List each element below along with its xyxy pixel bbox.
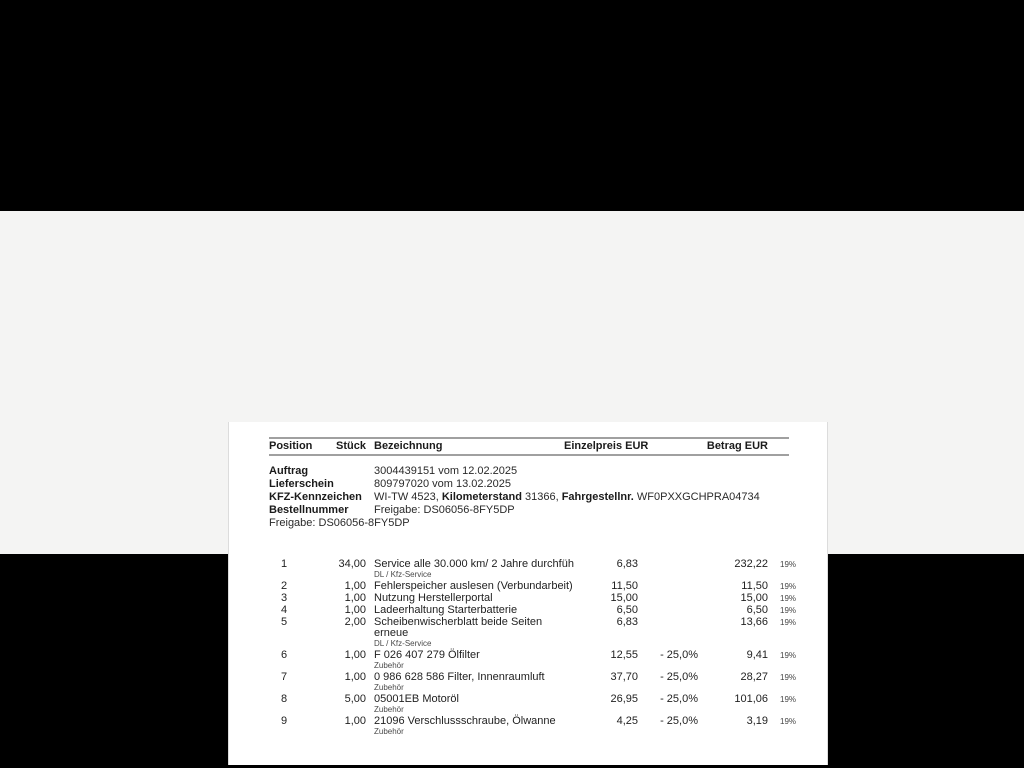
cell-description	[366, 592, 564, 604]
meta-kfz-row	[269, 491, 814, 504]
table-row	[269, 580, 814, 592]
cell-tax: 19%	[780, 582, 797, 591]
viewer-page-band	[0, 211, 1024, 736]
cell-tax: 19%	[780, 594, 797, 603]
cell-tax: 19%	[780, 618, 797, 627]
cell-description	[366, 558, 574, 580]
cell-description	[366, 649, 564, 671]
cell-position: 6	[280, 649, 288, 661]
cell-qty: 1,00	[344, 671, 366, 683]
cell-qty: 5,00	[344, 693, 366, 705]
cell-amount: 9,41	[746, 649, 768, 661]
meta-kfz-value	[374, 491, 760, 504]
meta-lieferschein-label: Lieferschein	[269, 478, 334, 490]
invoice-document	[228, 422, 828, 765]
header-qty: Stück	[336, 440, 366, 452]
description-text: Service alle 30.000 km/ 2 Jahre durchfüh	[374, 558, 574, 570]
description-subtype: DL / Kfz-Service	[374, 570, 432, 579]
cell-unit-price: 12,55	[610, 649, 638, 661]
cell-position: 1	[280, 558, 288, 570]
table-row	[269, 616, 814, 649]
order-meta-block	[269, 465, 814, 530]
cell-position: 5	[280, 616, 288, 628]
kfz-km-label: Kilometerstand	[441, 491, 522, 503]
description-subtype: Zubehör	[374, 705, 404, 714]
table-row	[269, 649, 814, 671]
cell-description	[366, 715, 564, 737]
cell-amount: 11,50	[741, 580, 768, 592]
table-row	[269, 558, 814, 580]
description-text: 21096 Verschlussschraube, Ölwanne	[374, 715, 556, 727]
table-header-row	[269, 440, 809, 452]
header-amount: Betrag EUR	[706, 440, 768, 452]
kfz-plate: WI-TW 4523,	[374, 491, 442, 503]
cell-qty: 2,00	[344, 616, 366, 628]
description-subtype: Zubehör	[374, 661, 404, 670]
cell-unit-price: 11,50	[611, 580, 638, 592]
meta-freigabe-text: Freigabe: DS06056-8FY5DP	[269, 517, 410, 529]
description-subtype: Zubehör	[374, 683, 404, 692]
cell-qty: 1,00	[344, 649, 366, 661]
description-text: 0 986 628 586 Filter, Innenraumluft	[374, 671, 545, 683]
meta-freigabe-row	[269, 517, 814, 530]
description-text: Scheibenwischerblatt beide Seiten	[374, 616, 543, 628]
cell-tax: 19%	[780, 717, 797, 726]
table-row	[269, 715, 814, 737]
meta-auftrag-value: 3004439151 vom 12.02.2025	[374, 465, 518, 477]
cell-description	[366, 693, 564, 715]
meta-lieferschein-value: 809797020 vom 13.02.2025	[374, 478, 512, 490]
cell-unit-price: 6,83	[616, 558, 638, 570]
cell-amount: 3,19	[746, 715, 768, 727]
cell-description	[366, 671, 564, 693]
header-unit-price: Einzelpreis EUR	[564, 440, 649, 452]
header-discount-spacer	[638, 440, 698, 452]
cell-unit-price: 37,70	[610, 671, 638, 683]
cell-position: 9	[280, 715, 288, 727]
table-row	[269, 693, 814, 715]
table-row	[269, 671, 814, 693]
cell-position: 2	[280, 580, 288, 592]
table-row	[269, 604, 814, 616]
cell-unit-price: 6,83	[616, 616, 638, 628]
meta-bestellnummer-label: Bestellnummer	[269, 504, 349, 516]
line-items	[269, 558, 814, 737]
header-tax-spacer	[768, 440, 808, 452]
cell-discount: - 25,0%	[660, 671, 698, 683]
meta-kfz-label: KFZ-Kennzeichen	[269, 491, 362, 503]
cell-unit-price: 6,50	[616, 604, 638, 616]
description-text: Fehlerspeicher auslesen (Verbundarbeit)	[374, 580, 573, 592]
description-subtype: Zubehör	[374, 727, 404, 736]
cell-position: 8	[280, 693, 288, 705]
description-text: F 026 407 279 Ölfilter	[374, 649, 480, 661]
cell-qty: 1,00	[344, 592, 366, 604]
description-text: Ladeerhaltung Starterbatterie	[374, 604, 518, 616]
cell-discount: - 25,0%	[660, 693, 698, 705]
cell-unit-price: 4,25	[616, 715, 638, 727]
cell-position: 7	[280, 671, 288, 683]
cell-amount: 6,50	[746, 604, 768, 616]
cell-position: 3	[280, 592, 288, 604]
cell-unit-price: 26,95	[610, 693, 638, 705]
description-continuation: erneue	[374, 627, 409, 639]
cell-discount: - 25,0%	[660, 649, 698, 661]
kfz-vin-label: Fahrgestellnr.	[561, 491, 634, 503]
meta-lieferschein-row	[269, 478, 814, 491]
meta-auftrag-label: Auftrag	[269, 465, 309, 477]
meta-bestellnummer-row	[269, 504, 814, 517]
cell-tax: 19%	[780, 695, 797, 704]
cell-tax: 19%	[780, 560, 797, 569]
description-text: Nutzung Herstellerportal	[374, 592, 493, 604]
header-position: Position	[269, 440, 313, 452]
description-subtype: DL / Kfz-Service	[374, 639, 432, 648]
cell-amount: 232,22	[734, 558, 768, 570]
cell-qty: 34,00	[338, 558, 366, 570]
table-header-pos-qty	[269, 440, 366, 452]
meta-bestellnummer-value: Freigabe: DS06056-8FY5DP	[374, 504, 515, 516]
header-description: Bezeichnung	[374, 440, 443, 452]
table-row	[269, 592, 814, 604]
meta-auftrag-row	[269, 465, 814, 478]
cell-discount: - 25,0%	[660, 715, 698, 727]
description-text: 05001EB Motoröl	[374, 693, 459, 705]
cell-qty: 1,00	[344, 580, 366, 592]
table-header-rule-top	[269, 437, 789, 439]
kfz-km-value: 31366,	[521, 491, 562, 503]
cell-position: 4	[280, 604, 288, 616]
cell-unit-price: 15,00	[610, 592, 638, 604]
cell-amount: 28,27	[740, 671, 768, 683]
table-header-rule-bottom	[269, 454, 789, 456]
cell-amount: 15,00	[740, 592, 768, 604]
cell-amount: 101,06	[734, 693, 768, 705]
cell-tax: 19%	[780, 606, 797, 615]
cell-description	[366, 616, 564, 649]
cell-description	[366, 604, 564, 616]
cell-qty: 1,00	[344, 715, 366, 727]
cell-amount: 13,66	[740, 616, 768, 628]
cell-qty: 1,00	[344, 604, 366, 616]
kfz-vin-value: WF0PXXGCHPRA04734	[633, 491, 760, 503]
cell-description	[366, 580, 573, 592]
cell-tax: 19%	[780, 651, 797, 660]
cell-tax: 19%	[780, 673, 797, 682]
